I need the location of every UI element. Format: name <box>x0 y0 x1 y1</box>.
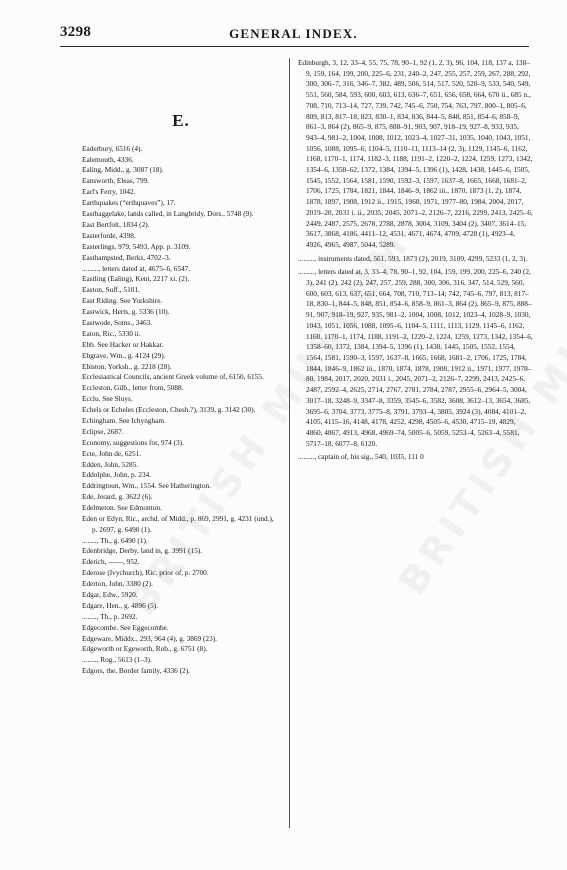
index-entry: Eden or Edyn, Ric., archd. of Midd., p. 869, 2991, g. 4231 (und.), p. 2697, g. 6490 (1). <box>82 513 274 534</box>
index-entry: Edden, John, 5285. <box>82 459 139 469</box>
index-entry: Eddolphe, John, p. 234. <box>82 470 152 480</box>
index-entry: Eaderbury, 6516 (4). <box>82 143 143 153</box>
index-entry: Ecte, John de, 6251. <box>82 448 142 458</box>
right-column <box>298 58 533 463</box>
header-rule <box>60 46 529 47</box>
index-entry: ........., instruments dated, 561, 593, 1873 (2), 2019, 3109, 4299, 5233 (1, 2, 3). <box>298 253 528 263</box>
index-entry: Ederich, ——, 952. <box>82 557 140 567</box>
index-entry: Ebb. See Hacker or Hakkar. <box>82 339 164 349</box>
page-header <box>60 24 527 44</box>
index-entry: Edgeware, Middx., 293, 964 (4), g. 3869 (23). <box>82 633 217 643</box>
index-entry: Edgar, Edw., 5920. <box>82 590 138 600</box>
index-entry: Edgeworth or Egeworth, Rob., g. 6751 (8). <box>82 644 208 654</box>
index-entry: Easthampsted, Berks, 4702–3. <box>82 252 171 262</box>
index-entry: Ederose (Ivychurch), Ric. prior of, p. 2700. <box>82 568 209 578</box>
index-entry: Eddringtoun, Wm., 1554. See Hatherington. <box>82 481 211 491</box>
index-entry: ........, Rog., 5613 (1–3). <box>82 655 152 665</box>
index-entry: Ecclu. See Sluys. <box>82 394 133 404</box>
index-entry: Ebgrave, Wm., g. 4124 (29). <box>82 350 166 360</box>
index-entry: Easton, Suff., 5101. <box>82 285 140 295</box>
index-entry: East Riding. See Yorkshire. <box>82 296 163 306</box>
left-column <box>82 58 280 677</box>
page-number: 3298 <box>60 24 92 40</box>
index-entry: ........., letters dated at, 3, 33–4, 78, 90–1, 92, 104, 159, 199, 200, 225–6, 240 (2, 3), 241 (2), 242 (2), 247, 257, 259, 288, 300, 306, 316, 347, 514, 529, 560, 600, 603, 613, 637, 651, 664, 708, 710, 713–14; 742, 745–6, 797, 813, 817–18, 830–1, 844–5, 848, 851, 854–6, 858–9, 861–3, 864 (2), 865–9, 875, 888–91, 907, 918–19, 927, 935, 981–2, 1004, 1008, 1012, 1023–4, 1028–9, 1030, 1043, 1051, 1056, 1088, 1095–6, 1104–5, 1111, 1113, 1129, 1145–6, 1162, 1168, 1170–1, 1174, 1188, 1191–2, 1220–2, 1224, 1259, 1273, 1342, 1354–6, 1358–60, 1372, 1384, 1394–5, 1396 (1), 1438, 1445, 1505, 1552, 1554, 1564, 1581, 1590–3, 1597, 1637–8, 1665, 1668, 1681–2, 1706, 1725, 1784, 1844, 1846–9, 1862 iii., 1870, 1874, 1878, 1908, 1912 ii., 1971, 1977, 1978–80, 1984, 2017, 2020, 2031 i., 2045, 2071–2, 2126–7, 2299, 2413, 2425–6, 2487, 2592–4, 2625, 2714, 2767, 2781, 2784, 2787, 2955–6, 2964–5, 3004, 3017–18, 3248–9, 3347–8, 3359, 3545–6, 3582, 3608, 3612–13, 3654, 3685, 3695–6, 3704, 3773, 3775–8, 3791, 3793–4, 3805, 3924 (3), 4084, 4101–2, 4105, 4115–16, 4148, 4178, 4252, 4298, 4505–6, 4530, 4715–19, 4829, 4860, 4867, 4913, 4968, 4969–74, 5005–6, 5059, 5253–4, 5263–4, 5581, 5717–18, 6077–8, 6120. <box>298 267 533 448</box>
index-entry: ........., captain of, his sig., 540, 1035, 111 0 <box>298 452 424 462</box>
column-divider <box>289 58 290 828</box>
running-head: GENERAL INDEX. <box>229 26 358 41</box>
index-entry: Easterforde, 4398. <box>82 230 136 240</box>
index-entry: Eccleston, Gilb., letter from, 5088. <box>82 383 184 393</box>
index-entry: Edinburgh, 3, 12, 33–4, 55, 75, 78, 90–1, 92 (1, 2, 3), 96, 104, 118, 137 a, 138–9, 159, 164, 199, 200, 225–6, 231, 240–2, 247, 255, 257, 259, 267, 288, 292, 300, 306–7, 316, 346–7, 382, 489, 506, 514, 517, 520, 528–9, 533, 540, 549, 551, 560, 584, 593, 600, 603, 613, 636–7, 651, 656, 658, 664, 670 ii., 685 n., 708, 710, 713–14, 727, 739, 742, 745–6, 750, 754, 763, 797, 800–1, 805–6, 809, 813, 817–18, 823, 830–1, 834, 836, 844–5, 848, 851, 854–6, 858–9, 861–3, 864 (2), 865–9, 875, 888–91, 903, 907, 918–19, 927–8, 933, 935, 943–4, 981–2, 1004, 1008, 1012, 1023–4, 1027–31, 1035, 1040, 1043, 1051, 1056, 1088, 1095–6, 1104–5, 1110–11, 1113–14 (2, 3), 1129, 1145–6, 1162, 1168, 1170–1, 1174, 1182–3, 1188, 1191–2, 1220–2, 1224, 1259, 1273, 1342, 1354–6, 1358–62, 1372, 1384, 1394–5, 1396 (1), 1428, 1438, 1445–6, 1505, 1545, 1552, 1564, 1581, 1590, 1592–3, 1597, 1637–8, 1665, 1668, 1681–2, 1706, 1725, 1784, 1821, 1844, 1846–9, 1862 iii., 1870, 1873 (1, 2), 1874, 1878, 1897, 1908, 1912 ii., 1915, 1968, 1971, 1977–80, 1984, 2004, 2017, 2019–20, 2031 i. ii., 2035, 2045, 2071–2, 2126–7, 2216, 2299, 2413, 2425–6, 2449, 2487, 2575, 2678, 2788, 2878, 3004, 3109, 3404 (2), 3407, 3614–15, 3617, 3868, 4186, 4411–12, 4531, 4671, 4674, 4709, 4728 (1), 4923–4, 4926, 4965, 4987, 5044, 5289. <box>298 58 533 249</box>
index-entry: East Bertfolt, 1834 (2). <box>82 219 150 229</box>
index-entry: Ecclesiastical Councils, ancient Greek volume of, 6150, 6155. <box>82 372 264 382</box>
section-letter: E. <box>172 111 190 130</box>
index-entry: Eastling (Ealing), Kent, 2217 xi. (2). <box>82 274 190 284</box>
index-entry: ........, Th., g. 6490 (1). <box>82 535 148 545</box>
index-entry: Earthquakes (“erthquaves”), 17. <box>82 198 176 208</box>
index-entry: Economy, suggestions for, 974 (3). <box>82 437 184 447</box>
index-entry: Eaton, Ric., 5330 ii. <box>82 328 141 338</box>
index-entry: Edelmeton. See Edmonton. <box>82 503 162 513</box>
index-entry: Earl's Ferry, 1042. <box>82 187 136 197</box>
index-entry: Edgecombe. See Eggecombe. <box>82 622 169 632</box>
index-entry: Ederton, John, 3380 (2). <box>82 579 153 589</box>
index-entry: Eastwick, Herts, g. 5336 (10). <box>82 307 170 317</box>
index-entry: Echingham. See Ichyngham. <box>82 415 166 425</box>
index-entry: Eastbaggelake, lands called, in Langbridy, Dors., 5748 (9). <box>82 209 254 219</box>
index-entry: Easterlings, 979, 5493, App. p. 3109. <box>82 241 191 251</box>
index-entry: Eansworth, Eleas, 799. <box>82 176 150 186</box>
index-entry: Ede, Jerard, g. 3622 (6). <box>82 492 153 502</box>
index-entry: Eclipse, 2687. <box>82 426 124 436</box>
index-entry: Ealing, Midd., g. 3087 (18). <box>82 165 164 175</box>
index-entry: Edgare, Hen., g. 4896 (5). <box>82 600 158 610</box>
index-entry: Echels or Echeles (Eccleston, Chesh.?), 3139, g. 3142 (30). <box>82 405 256 415</box>
index-entry: Edgors, the, Border family, 4336 (2). <box>82 666 190 676</box>
index-entry: Ealemouth, 4336. <box>82 154 134 164</box>
index-entry: Ebiston, Yorksh., g. 2218 (28). <box>82 361 172 371</box>
index-entry: ........, Th., p. 2692. <box>82 611 138 621</box>
index-entry: Eastwode, Soms., 3463. <box>82 317 153 327</box>
index-entry: ........., letters dated at, 4675–6, 6547. <box>82 263 191 273</box>
index-entry: Edenbridge, Derby, land in, g. 3991 (15). <box>82 546 203 556</box>
